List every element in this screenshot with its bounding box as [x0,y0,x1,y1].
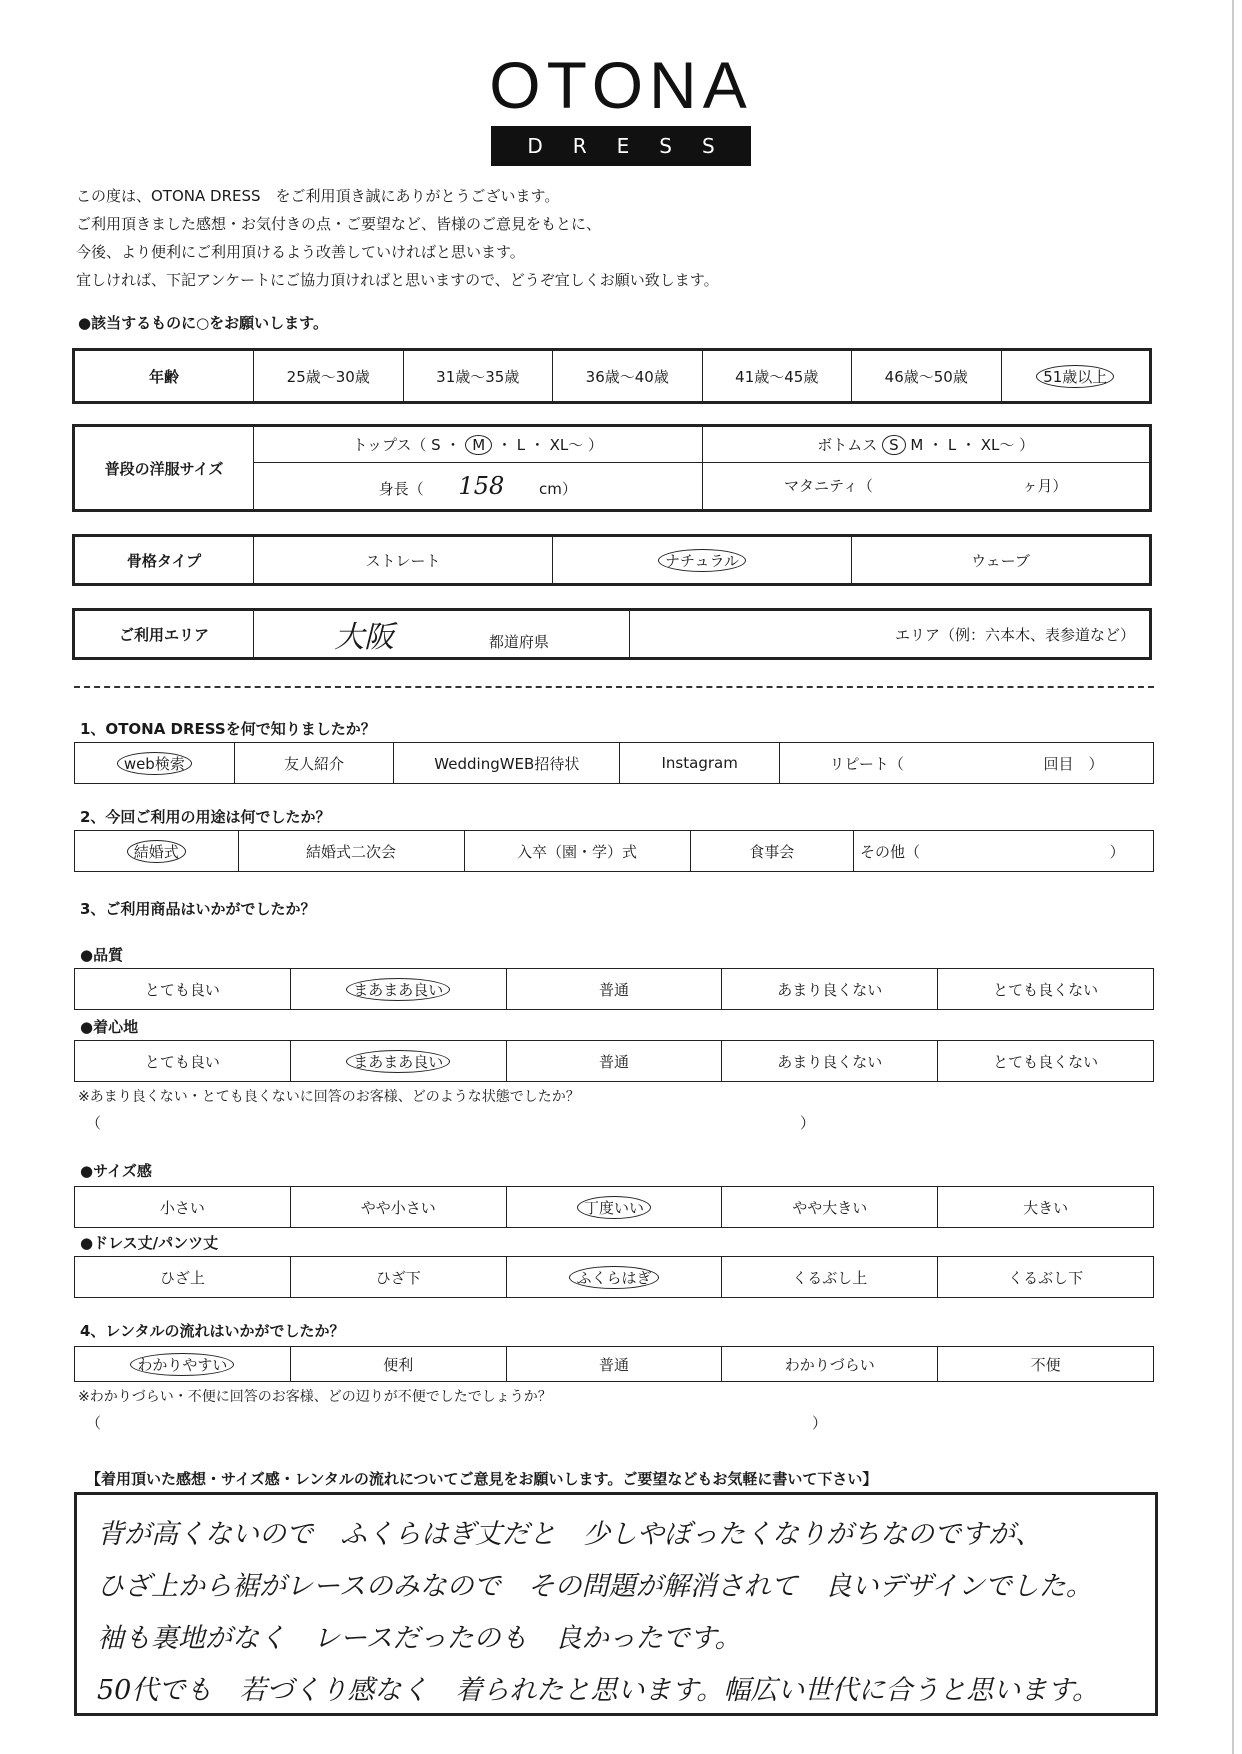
comment-line: 背が高くないので ふくらはぎ丈だと 少しやぼったくなりがちなのですが、 [97,1519,1042,1550]
fit-option[interactable]: やや小さい [290,1187,506,1228]
selection-circle: ナチュラル [658,549,746,572]
frame-label: 骨格タイプ [74,536,254,585]
logo-main: OTONA [489,48,753,122]
length-option-selected[interactable] [506,1257,722,1298]
intro-line: 今後、より便利にご利用頂けるよう改善していければと思います。 [76,243,525,261]
age-option[interactable]: 41歳〜45歳 [702,350,852,403]
length-table [74,1256,1154,1298]
q2-option-selected[interactable] [75,831,239,872]
length-option[interactable]: ひざ上 [75,1257,291,1298]
maternity-unit: ヶ月） [1022,477,1068,496]
length-label: ●ドレス丈/パンツ丈 [80,1234,219,1252]
age-table [72,348,1152,404]
repeat-suffix: 回目 ） [1043,754,1104,773]
fit-label: ●サイズ感 [80,1162,152,1180]
other-prefix: その他（ [860,842,921,861]
age-option-selected[interactable] [1001,350,1151,403]
comment-line: 袖も裏地がなく レースだったのも 良かったです。 [97,1623,742,1654]
instruction: ●該当するものに○をお願いします。 [78,314,328,332]
height-field[interactable] [254,462,703,510]
fit-option[interactable]: 小さい [75,1187,291,1228]
age-option[interactable]: 31歳〜35歳 [403,350,553,403]
area-table [72,608,1152,660]
fit-table [74,1186,1154,1228]
quality-label: ●品質 [80,946,124,964]
area-label: ご利用エリア [74,610,254,659]
comfort-table [74,1040,1154,1082]
age-label: 年齢 [74,350,254,403]
length-option[interactable]: くるぶし下 [938,1257,1154,1298]
q1-option[interactable]: 友人紹介 [234,743,394,784]
comfort-note: ※あまり良くない・とても良くないに回答のお客様、どのような状態でしたか？ [78,1089,580,1105]
tops-suffix: ・ L ・ XL〜 ） [496,435,604,454]
comfort-option[interactable]: 普通 [506,1041,722,1082]
comfort-option-selected[interactable] [290,1041,506,1082]
comfort-paren-close: ） [800,1114,816,1132]
selection-circle: 丁度いい [577,1196,651,1219]
age-option[interactable]: 36歳〜40歳 [553,350,703,403]
selection-circle: まあまあ良い [346,1050,450,1073]
scan-edge [1232,0,1234,1754]
q2-option[interactable]: 入卒（園・学）式 [464,831,690,872]
q4-option[interactable]: 不便 [938,1347,1154,1382]
length-option[interactable]: くるぶし上 [722,1257,938,1298]
comfort-paren-open: （ [86,1114,102,1132]
q4-option-selected[interactable] [75,1347,291,1382]
intro-line: この度は、OTONA DRESS をご利用頂き誠にありがとうございます。 [76,187,560,205]
q2-title: 2、今回ご利用の用途は何でしたか？ [80,808,331,826]
quality-option[interactable]: とても良くない [938,969,1154,1010]
comment-line: ひざ上から裾がレースのみなので その問題が解消されて 良いデザインでした。 [97,1571,1093,1602]
intro-line: ご利用頂きました感想・お気付きの点・ご要望など、皆様のご意見をもとに、 [76,215,602,233]
frame-table [72,534,1152,586]
length-option[interactable]: ひざ下 [290,1257,506,1298]
selection-circle: まあまあ良い [346,978,450,1001]
divider [74,686,1154,688]
bottoms-selected: S [882,435,906,455]
age-option[interactable]: 46歳〜50歳 [852,350,1002,403]
quality-option[interactable]: 普通 [506,969,722,1010]
tops-prefix: トップス（ S ・ [352,435,461,454]
bottoms-size[interactable] [702,426,1151,463]
tops-size[interactable] [254,426,703,463]
comfort-label: ●着心地 [80,1018,139,1036]
prefecture-unit: 都道府県 [488,633,549,651]
selection-circle: ふくらはぎ [569,1266,658,1289]
q2-option[interactable]: 食事会 [690,831,854,872]
selection-circle: 51歳以上 [1036,365,1114,388]
prefecture-field[interactable] [254,610,630,659]
frame-option-selected[interactable] [553,536,852,585]
other-suffix: ） [1109,842,1125,861]
comfort-option[interactable]: とても良くない [938,1041,1154,1082]
height-value: 158 [458,471,505,500]
quality-option[interactable]: とても良い [75,969,291,1010]
height-unit: cm） [539,479,577,498]
q1-option-repeat[interactable] [780,743,1154,784]
q4-note: ※わかりづらい・不便に回答のお客様、どの辺りが不便でしたでしょうか？ [78,1389,552,1405]
q2-table [74,830,1154,872]
q2-option-other[interactable] [854,831,1154,872]
q1-table [74,742,1154,784]
q2-option[interactable]: 結婚式二次会 [238,831,464,872]
quality-option[interactable]: あまり良くない [722,969,938,1010]
fit-option[interactable]: やや大きい [722,1187,938,1228]
intro-text [76,182,719,294]
fit-option[interactable]: 大きい [938,1187,1154,1228]
repeat-prefix: リピート（ [829,754,904,773]
intro-line: 宜しければ、下記アンケートにご協力頂ければと思いますので、どうぞ宜しくお願い致します。 [76,271,719,289]
selection-circle: web検索 [117,752,192,775]
selection-circle: 結婚式 [127,840,186,863]
size-label: 普段の洋服サイズ [74,426,254,511]
q1-option-selected[interactable] [75,743,235,784]
quality-table [74,968,1154,1010]
prefecture-value: 大阪 [334,620,395,655]
bottoms-prefix: ボトムス [817,435,878,454]
area-field[interactable]: エリア（例：六本木、表参道など） [630,610,1151,659]
comment-title: 【着用頂いた感想・サイズ感・レンタルの流れについてご意見をお願いします。ご要望などもお気軽に書いて下さい】 [86,1470,878,1488]
maternity-prefix: マタニティ（ [784,477,873,496]
fit-option-selected[interactable] [506,1187,722,1228]
q4-option[interactable]: 普通 [506,1347,722,1382]
q4-paren-open: （ [86,1414,102,1432]
frame-option[interactable]: ウェーブ [852,536,1151,585]
q4-title: 4、レンタルの流れはいかがでしたか？ [80,1322,345,1340]
age-option[interactable]: 25歳〜30歳 [254,350,404,403]
selection-circle: わかりやすい [130,1353,234,1376]
q4-option[interactable]: わかりづらい [722,1347,938,1382]
q1-option[interactable]: Instagram [620,743,780,784]
q1-title: 1、OTONA DRESSを何で知りましたか？ [80,720,376,738]
q4-option[interactable]: 便利 [290,1347,506,1382]
comfort-option[interactable]: とても良い [75,1041,291,1082]
comfort-option[interactable]: あまり良くない [722,1041,938,1082]
maternity-field[interactable] [702,462,1151,510]
logo-sub: DRESS [491,126,751,166]
tops-selected: M [465,435,492,455]
comment-line: 50代でも 若づくり感なく 着られたと思います。幅広い世代に合うと思います。 [97,1675,1100,1706]
size-table [72,424,1152,512]
q4-paren-close: ） [812,1414,828,1432]
comment-box[interactable] [74,1492,1158,1716]
logo [0,48,1242,166]
bottoms-suffix: M ・ L ・ XL〜 ） [910,435,1035,454]
q3-title: 3、ご利用商品はいかがでしたか？ [80,900,316,918]
q1-option[interactable]: WeddingWEB招待状 [394,743,620,784]
height-prefix: 身長（ [378,479,424,498]
frame-option[interactable]: ストレート [254,536,553,585]
quality-option-selected[interactable] [290,969,506,1010]
q4-table [74,1346,1154,1382]
